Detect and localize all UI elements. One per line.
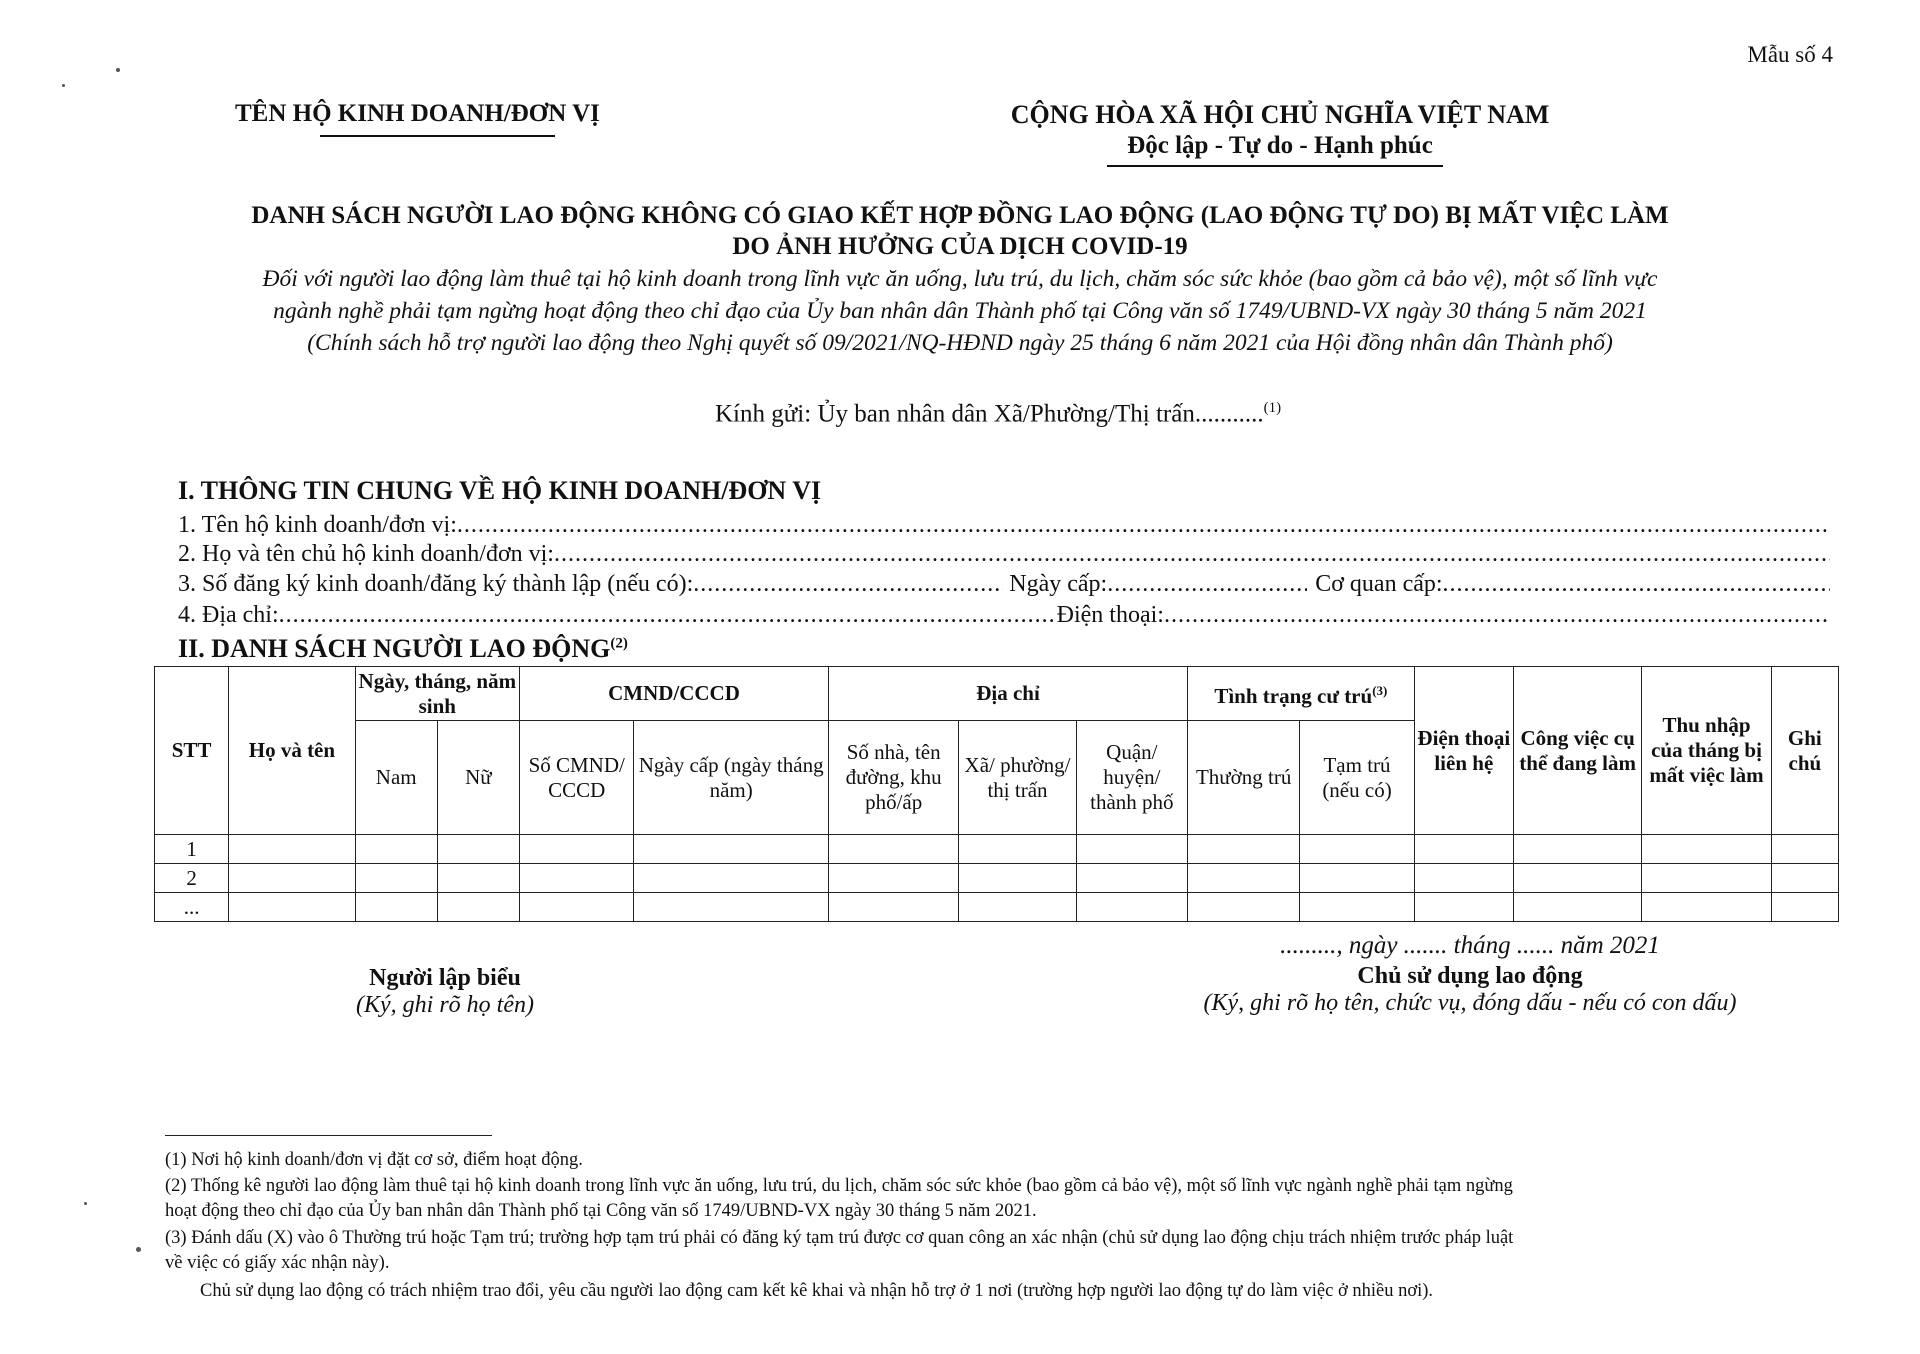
footnote-4: Chủ sử dụng lao động có trách nhiệm trao đổi, yêu cầu người lao động cam kết kê khai và nhận hỗ trợ ở 1 nơi (trường hợp người lao động tự do làm việc ở nhiều nơi). — [200, 1281, 1434, 1301]
cell — [1414, 864, 1513, 893]
field-label: 3. Số đăng ký kinh doanh/đăng ký thành lập (nếu có): — [178, 571, 694, 597]
cell — [1414, 893, 1513, 922]
col-female: Nữ — [437, 721, 519, 835]
col-phone: Điện thoại liên hệ — [1414, 667, 1513, 835]
table-row — [155, 893, 1839, 922]
national-motto: Độc lập - Tự do - Hạnh phúc — [1127, 132, 1433, 159]
cell — [1076, 864, 1187, 893]
cell — [1771, 864, 1838, 893]
col-income: Thu nhập của tháng bị mất việc làm — [1642, 667, 1771, 835]
section-2-title — [178, 634, 628, 664]
footnote-2 — [165, 1174, 1835, 1224]
residence-footnote-ref: (3) — [1372, 683, 1388, 698]
signature-date: ........., ngày ....... tháng ...... năm 2021 — [1280, 932, 1660, 959]
row-number: 2 — [155, 864, 229, 893]
fill-line — [554, 541, 1830, 568]
cell — [355, 864, 437, 893]
table-row — [155, 835, 1839, 864]
scan-speck — [62, 84, 65, 87]
fill-line — [693, 571, 1003, 598]
cell — [520, 864, 634, 893]
cell — [437, 864, 519, 893]
cell — [1513, 864, 1641, 893]
addressee-footnote-ref: (1) — [1263, 400, 1282, 416]
cell — [1300, 835, 1414, 864]
section-2-label: II. DANH SÁCH NGƯỜI LAO ĐỘNG — [178, 634, 611, 663]
motto-underline — [1107, 165, 1443, 167]
field-label: Điện thoại: — [1056, 602, 1164, 628]
subtitle-line-2: ngành nghề phải tạm ngừng hoạt động theo chỉ đạo của Ủy ban nhân dân Thành phố tại Công văn số 1749/UBND-VX ngày 30 tháng 5 năm 2021 — [273, 298, 1647, 324]
cell — [1513, 893, 1641, 922]
col-dob: Ngày, tháng, năm sinh — [355, 667, 519, 721]
employer-sign-note: (Ký, ghi rõ họ tên, chức vụ, đóng dấu - nếu có con dấu) — [1203, 990, 1737, 1016]
cell — [1188, 893, 1300, 922]
col-id-date: Ngày cấp (ngày tháng năm) — [634, 721, 829, 835]
cell — [1188, 864, 1300, 893]
cell — [1414, 835, 1513, 864]
col-ward: Xã/ phường/ thị trấn — [959, 721, 1076, 835]
document-title — [0, 200, 1920, 262]
col-residence — [1188, 667, 1415, 721]
section-2-footnote-ref: (2) — [610, 635, 628, 652]
section-1-title: I. THÔNG TIN CHUNG VỀ HỘ KINH DOANH/ĐƠN VỊ — [178, 476, 822, 505]
subtitle-line-3: (Chính sách hỗ trợ người lao động theo Nghị quyết số 09/2021/NQ-HĐND ngày 25 tháng 6 năm 2021 của Hội đồng nhân dân Thành phố) — [307, 330, 1613, 356]
cell — [634, 864, 829, 893]
cell — [1076, 835, 1187, 864]
cell — [634, 835, 829, 864]
business-name-header: TÊN HỘ KINH DOANH/ĐƠN VỊ — [235, 100, 600, 127]
worker-list-table — [154, 666, 1839, 922]
row-number: ... — [155, 893, 229, 922]
fill-line — [1164, 602, 1830, 629]
cell — [1642, 893, 1771, 922]
cell — [1300, 864, 1414, 893]
cell — [229, 835, 355, 864]
cell — [959, 835, 1076, 864]
cell — [437, 893, 519, 922]
employer-signature-block — [1070, 932, 1870, 1017]
fill-line — [1107, 571, 1307, 598]
subtitle-line-1: Đối với người lao động làm thuê tại hộ kinh doanh trong lĩnh vực ăn uống, lưu trú, du lịch, chăm sóc sức khỏe (bao gồm cả bảo vệ), một số lĩnh vực — [262, 266, 1658, 292]
title-line-2: DO ẢNH HƯỞNG CỦA DỊCH COVID-19 — [732, 233, 1188, 260]
cell — [1642, 835, 1771, 864]
col-job: Công việc cụ thể đang làm — [1513, 667, 1641, 835]
employer-title: Chủ sử dụng lao động — [1357, 963, 1583, 989]
form-number: Mẫu số 4 — [1747, 42, 1833, 67]
country-name: CỘNG HÒA XÃ HỘI CHỦ NGHĨA VIỆT NAM — [1010, 100, 1550, 129]
col-street: Số nhà, tên đường, khu phố/ấp — [828, 721, 958, 835]
row-number: 1 — [155, 835, 229, 864]
col-id-number: Số CMND/ CCCD — [520, 721, 634, 835]
cell — [1513, 835, 1641, 864]
cell — [229, 864, 355, 893]
cell — [634, 893, 829, 922]
col-full-name: Họ và tên — [229, 667, 355, 835]
field-label: 2. Họ và tên chủ hộ kinh doanh/đơn vị: — [178, 541, 554, 567]
cell — [355, 835, 437, 864]
col-temporary: Tạm trú (nếu có) — [1300, 721, 1414, 835]
cell — [828, 893, 958, 922]
field-registration — [178, 571, 1830, 598]
preparer-sign-note: (Ký, ghi rõ họ tên) — [356, 992, 534, 1018]
cell — [355, 893, 437, 922]
col-stt: STT — [155, 667, 229, 835]
cell — [959, 864, 1076, 893]
table-row — [155, 864, 1839, 893]
footnote-2-line-2: hoạt động theo chỉ đạo của Ủy ban nhân dân Thành phố tại Công văn số 1749/UBND-VX ngày 30 tháng 5 năm 2021. — [165, 1201, 1037, 1221]
cell — [828, 835, 958, 864]
cell — [1188, 835, 1300, 864]
cell — [229, 893, 355, 922]
cell — [1771, 835, 1838, 864]
scan-speck — [84, 1202, 87, 1205]
fill-line — [457, 512, 1830, 539]
fill-line — [1443, 571, 1830, 598]
field-label: Ngày cấp: — [1009, 571, 1108, 597]
col-district: Quận/ huyện/ thành phố — [1076, 721, 1187, 835]
cell — [959, 893, 1076, 922]
addressee-text: Kính gửi: Ủy ban nhân dân Xã/Phường/Thị trấn........... — [715, 400, 1264, 428]
national-header — [960, 100, 1600, 160]
cell — [1300, 893, 1414, 922]
cell — [1076, 893, 1187, 922]
field-label: 4. Địa chỉ: — [178, 602, 279, 628]
cell — [1771, 893, 1838, 922]
scan-speck — [136, 1247, 141, 1252]
field-address — [178, 602, 1830, 629]
cell — [437, 835, 519, 864]
field-label: 1. Tên hộ kinh doanh/đơn vị: — [178, 512, 457, 538]
preparer-signature-block — [305, 965, 585, 1019]
document-subtitle — [0, 263, 1920, 359]
cell — [520, 893, 634, 922]
cell — [828, 864, 958, 893]
residence-label: Tình trạng cư trú — [1214, 684, 1373, 708]
cell — [520, 835, 634, 864]
preparer-title: Người lập biểu — [369, 965, 521, 991]
footnote-3-line-1: (3) Đánh dấu (X) vào ô Thường trú hoặc Tạm trú; trường hợp tạm trú phải có đăng ký tạm trú được cơ quan công an xác nhận (chủ sử dụng lao động chịu trách nhiệm trước pháp luật — [165, 1228, 1514, 1248]
addressee — [715, 400, 1281, 428]
footnote-3 — [165, 1226, 1835, 1276]
header-left-underline — [320, 135, 555, 137]
col-male: Nam — [355, 721, 437, 835]
col-permanent: Thường trú — [1188, 721, 1300, 835]
footnote-2-line-1: (2) Thống kê người lao động làm thuê tại hộ kinh doanh trong lĩnh vực ăn uống, lưu trú, du lịch, chăm sóc sức khỏe (bao gồm cả bảo vệ), một số lĩnh vực ngành nghề phải tạm ngừng — [165, 1176, 1513, 1196]
col-id: CMND/CCCD — [520, 667, 829, 721]
fill-line — [279, 602, 1057, 629]
scan-speck — [116, 68, 120, 72]
field-owner-name — [178, 541, 1830, 568]
col-address: Địa chỉ — [828, 667, 1187, 721]
footnote-divider — [165, 1135, 492, 1136]
col-notes: Ghi chú — [1771, 667, 1838, 835]
cell — [1642, 864, 1771, 893]
field-business-name — [178, 512, 1830, 539]
title-line-1: DANH SÁCH NGƯỜI LAO ĐỘNG KHÔNG CÓ GIAO KẾT HỢP ĐỒNG LAO ĐỘNG (LAO ĐỘNG TỰ DO) BỊ MẤT VIỆC LÀM — [251, 202, 1669, 229]
field-label: Cơ quan cấp: — [1315, 571, 1443, 597]
footnote-3-line-2: về việc có giấy xác nhận này). — [165, 1253, 390, 1273]
footnote-1: (1) Nơi hộ kinh doanh/đơn vị đặt cơ sở, điểm hoạt động. — [165, 1150, 583, 1170]
